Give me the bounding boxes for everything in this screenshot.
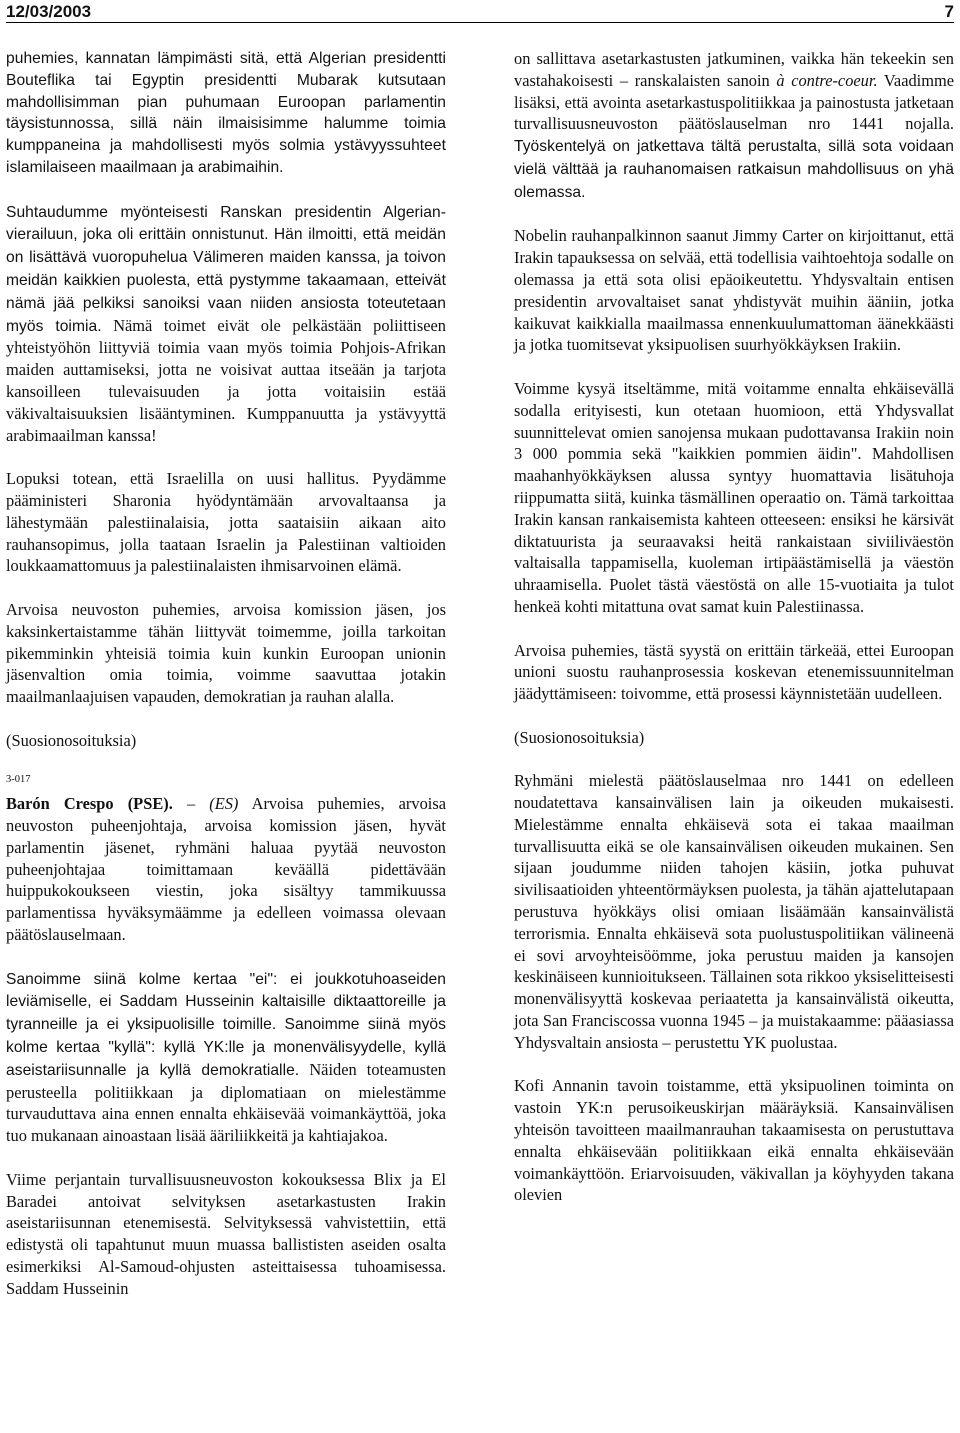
speech-reference: 3-017 — [6, 774, 31, 786]
paragraph: Lopuksi totean, että Israelilla on uusi hallitus. Pyydämme pääministeri Sharonia hyödyntämään arvovaltaansa ja lähestymään palestiinalaisia, jotta saataisiin aikaan aito rauhansopimus, jolla taataan Israelin ja Palestiinan valtioiden loukkaamattomuus ja palestiinalaisten ihmisarvoinen elämä. — [6, 469, 446, 576]
paragraph: Arvoisa neuvoston puhemies, arvoisa komission jäsen, jos kaksinkertaistamme tähän liittyvät toimemme, joilla tarkoitan pikemminkin yhteisiä toimia kuin kunkin Euroopan unionin jäsenvaltion omia toimia, voimme saavuttaa jotakin maailmanlaajuisen vapauden, demokratian ja rauhan alalla. — [6, 599, 446, 707]
header-date: 12/03/2003 — [6, 2, 92, 21]
left-column — [6, 48, 446, 1300]
applause-note: (Suosionosoituksia) — [6, 730, 137, 750]
paragraph: Nobelin rauhanpalkinnon saanut Jimmy Carter on kirjoittanut, että Irakin tapauksessa on selvää, että todellisia vaihtoehtoja sodalle on olemassa ja että sota olisi epäoikeutettu. Yhdysvaltain entisen presidentin arvovaltaiset sanat yhdistyvät muihin ääniin, jotka kaikuvat kaikkialla maailmassa ennenkuulumattoman äänekkäästi ja jotka tuomitsevat yksipuolisen suurhyökkäyksen Irakiin. — [514, 226, 954, 355]
paragraph: Kofi Annanin tavoin toistamme, että yksipuolinen toiminta on vastoin YK:n perusoikeuskirjan määräyksiä. Kansainvälisen yhteisön tavoitteen maailmanrauhan takaamisesta on perustuttava ennalta ehkäisevään politiikkaan eikä ennalta ehkäisevään voimankäyttöön. Eriarvoisuuden, väkivallan ja köyhyyden takana olevien — [514, 1076, 954, 1205]
page-number: 7 — [944, 2, 954, 21]
page-header — [6, 0, 954, 23]
paragraph: Arvoisa puhemies, tästä syystä on erittäin tärkeää, ettei Euroopan unioni suostu rauhanprosessia koskevan etenemissuunnitelman jäädyttämiseen: toivomme, että prosessi käynnistetään uudelleen. — [514, 640, 954, 704]
right-column — [514, 48, 954, 1206]
paragraph: Sanoimme siinä kolme kertaa "ei": ei joukkotuhoaseiden leviämiselle, ei Saddam Husseinin kaltaisille diktaattoreille ja tyranneille ja ei yksipuolisille toimille. Sanoimme siinä myös kolme kertaa "kyllä": kyllä YK:lle ja monenvälisyydelle, kyllä aseistariisunnalle ja kyllä demokratialle. Näiden toteamusten perusteella politiikkaan ja diplomatiaan on mielestämme turvauduttava aina ennen ennalta ehkäisevää voimankäyttöä, joka tuo mukanaan ainoastaan lisää ääriliikkeitä ja kahtiajakoa. — [6, 970, 446, 1146]
paragraph: Ryhmäni mielestä päätöslauselmaa nro 1441 on edelleen noudatettava kansainvälisen lain ja oikeuden mukaisesti. Mielestämme ennalta ehkäisevä sota ei takaa maailman turvallisuutta eikä se ole kansainvälisen oikeuden mukainen. Sen sijaan joudumme niiden tahojen käsiin, jotka puhuvat sivilisaatioiden yhteentörmäyksen puolesta, ja tähän ajattelutapaan perustuva hyökkäys olisi omiaan lisäämään kansainvälistä terrorismia. Ennalta ehkäisevä sota puolustuspolitiikan välineenä ei sovi arvoyhteisöömme, joka perustuu maiden ja kansojen keskinäiseen kunnioitukseen. Tällainen sota rikkoo yksiselitteisesti monenvälisyyttä koskevaa periaatetta ja kansainvälistä oikeutta, jota San Franciscossa vuonna 1945 – ja muistakaamme: pääasiassa Yhdysvaltain ansiosta – perustettu YK puolustaa. — [514, 771, 954, 1052]
paragraph: Voimme kysyä itseltämme, mitä voitamme ennalta ehkäisevällä sodalla erityisesti, kun otetaan huomioon, että Yhdysvallat suunnittelevat omien sanojensa mukaan pudottavansa Irakiin noin 3 000 pommia sekä "kaikkien pommien äidin". Mahdollisen maahanhyökkäyksen alussa syntyy huomattavia lisätuhoja riippumatta siitä, kuinka täsmällinen operaatio on. Tämä tarkoittaa Irakin kansan rankaisemista kahteen otteeseen: ensiksi he kärsivät diktatuurista ja seuraavaksi heitä rankaistaan siviiliväestön valtaisalla tappamisella, kuoleman irtipäästämisellä ja väestön uhraamisella. Puolet tästä väestöstä on alle 15-vuotiaita ja tulot henkeä kohti mitattuna ovat samat kuin Palestiinassa. — [514, 378, 954, 616]
paragraph: Viime perjantain turvallisuusneuvoston kokouksessa Blix ja El Baradei antoivat selvityksen asetarkastusten Irakin aseistariisunnan etenemisestä. Selvityksessä vahvistettiin, että edistystä oli tapahtunut muun muassa ballististen aseiden osalta esimerkiksi Al-Samoud-ohjusten asteittaisessa tuhoamisessa. Saddam Husseinin — [6, 1169, 447, 1298]
speaker-language: (ES) — [209, 794, 239, 814]
paragraph: puhemies, kannatan lämpimästi sitä, että Algerian presidentti Bouteflika tai Egyptin presidentti Mubarak kutsutaan mahdollisimman pian puhumaan Euroopan parlamentin täysistunnossa, sillä näin ilmaisisimme halumme toimia kumppaneina ja mahdollisesti myös solmia ystävyyssuhteet islamilaiseen maailmaan ja arabimaihin. — [6, 50, 446, 176]
paragraph: Suhtaudumme myönteisesti Ranskan presidentin Algerian-vierailuun, joka oli erittäin onnistunut. Hän ilmoitti, että meidän on lisättävä vuoropuhelua Välimeren maiden kanssa, ja toivon meidän kaikkien puolesta, että pystymme takaamaan, etteivät nämä jää pelkiksi sanoiksi vaan niiden ansiosta toteutetaan myös toimia. Nämä toimet eivät ole pelkästään poliittiseen yhteistyöhön liittyviä toimia vaan myös toimia Pohjois-Afrikan maiden auttamiseksi, jotta ne voisivat auttaa itseään ja tarjota kansoilleen tulevaisuuden ja jotta voitaisiin estää väkivaltaisuuksien lisääntyminen. Kumppanuutta ja ystävyyttä arabimaailman kanssa! — [6, 203, 446, 445]
applause-note: (Suosionosoituksia) — [514, 727, 645, 747]
paragraph: Barón Crespo (PSE). – (ES) Arvoisa puhemies, arvoisa neuvoston puheenjohtaja, arvoisa komission jäsen, hyvät parlamentin jäsenet, ryhmäni haluaa pyytää neuvoston puheenjohtajaa toimittamaan keväällä pidettävään huippukokoukseen viestin, joka sisältyy tammikuussa parlamentissa hyväksymäämme ja edelleen voimassa olevaan päätöslauselmaan. — [6, 794, 446, 945]
speaker-name: Barón Crespo (PSE). — [6, 794, 173, 814]
paragraph: on sallittava asetarkastusten jatkuminen, vaikka hän tekeekin sen vastahakoisesti – ranskalaisten sanoin à contre-coeur. Vaadimme lisäksi, että avointa asetarkastuspolitiikkaa ja painostusta jatketaan turvallisuusneuvoston päätöslauselman nro 1441 nojalla. Työskentelyä on jatkettava tältä perustalta, sillä sota voidaan vielä välttää ja rauhanomaisen ratkaisun mahdollisuus on yhä olemassa. — [514, 49, 954, 201]
